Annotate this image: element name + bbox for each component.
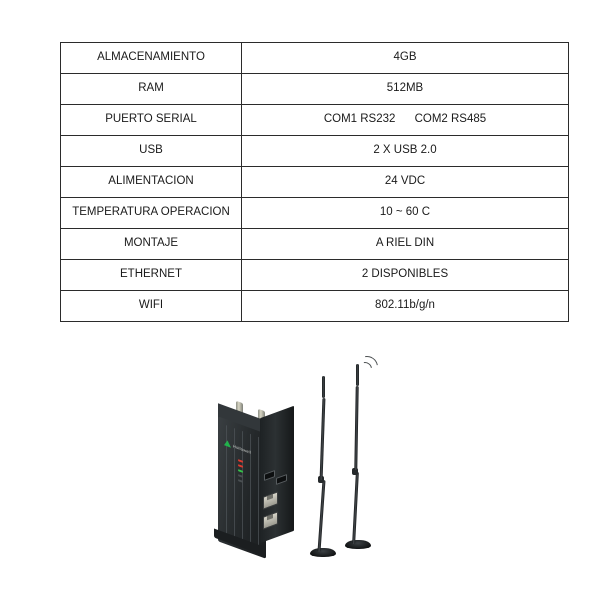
antenna-base xyxy=(310,548,336,557)
antenna-upper-rod xyxy=(320,398,326,480)
spec-label: MONTAJE xyxy=(61,229,242,260)
antenna-base xyxy=(345,540,371,549)
brand-name: Hollowell xyxy=(233,443,251,455)
spec-label: WIFI xyxy=(61,291,242,322)
table-row xyxy=(61,167,569,198)
spec-value: 512MB xyxy=(242,74,569,105)
device-stage xyxy=(200,340,420,585)
led-spare-icon xyxy=(238,479,243,483)
spec-label: USB xyxy=(61,136,242,167)
spec-value: 24 VDC xyxy=(242,167,569,198)
spec-value xyxy=(242,105,569,136)
led-status-icon xyxy=(238,464,243,468)
led-spare-icon xyxy=(238,474,243,478)
table-row xyxy=(61,260,569,291)
led-power-icon xyxy=(238,459,243,463)
table-row xyxy=(61,136,569,167)
table-row xyxy=(61,105,569,136)
table-row xyxy=(61,229,569,260)
spec-value: 802.11b/g/n xyxy=(242,291,569,322)
spec-value: 4GB xyxy=(242,43,569,74)
spec-label: ALMACENAMIENTO xyxy=(61,43,242,74)
table-row xyxy=(61,198,569,229)
spec-label: TEMPERATURA OPERACION xyxy=(61,198,242,229)
led-link-icon xyxy=(238,469,243,473)
antenna-tip xyxy=(322,376,325,398)
table-row xyxy=(61,291,569,322)
specifications-table xyxy=(60,42,569,322)
antenna-upper-rod xyxy=(354,386,358,470)
antenna-rod xyxy=(352,472,359,544)
spec-label: ALIMENTACION xyxy=(61,167,242,198)
spec-label: RAM xyxy=(61,74,242,105)
device-illustration xyxy=(0,330,600,590)
spec-label: ETHERNET xyxy=(61,260,242,291)
antenna-rod xyxy=(317,480,325,552)
specifications-table-body xyxy=(61,43,569,322)
spec-value: 2 DISPONIBLES xyxy=(242,260,569,291)
spec-value: 2 X USB 2.0 xyxy=(242,136,569,167)
status-led-group xyxy=(238,459,243,486)
table-row xyxy=(61,74,569,105)
serial-ports-value: COM1 RS232 COM2 RS485 xyxy=(323,113,487,126)
spec-value: A RIEL DIN xyxy=(242,229,569,260)
table-row xyxy=(61,43,569,74)
spec-label: PUERTO SERIAL xyxy=(61,105,242,136)
spec-value: 10 ~ 60 C xyxy=(242,198,569,229)
heatsink-fin xyxy=(258,437,259,549)
